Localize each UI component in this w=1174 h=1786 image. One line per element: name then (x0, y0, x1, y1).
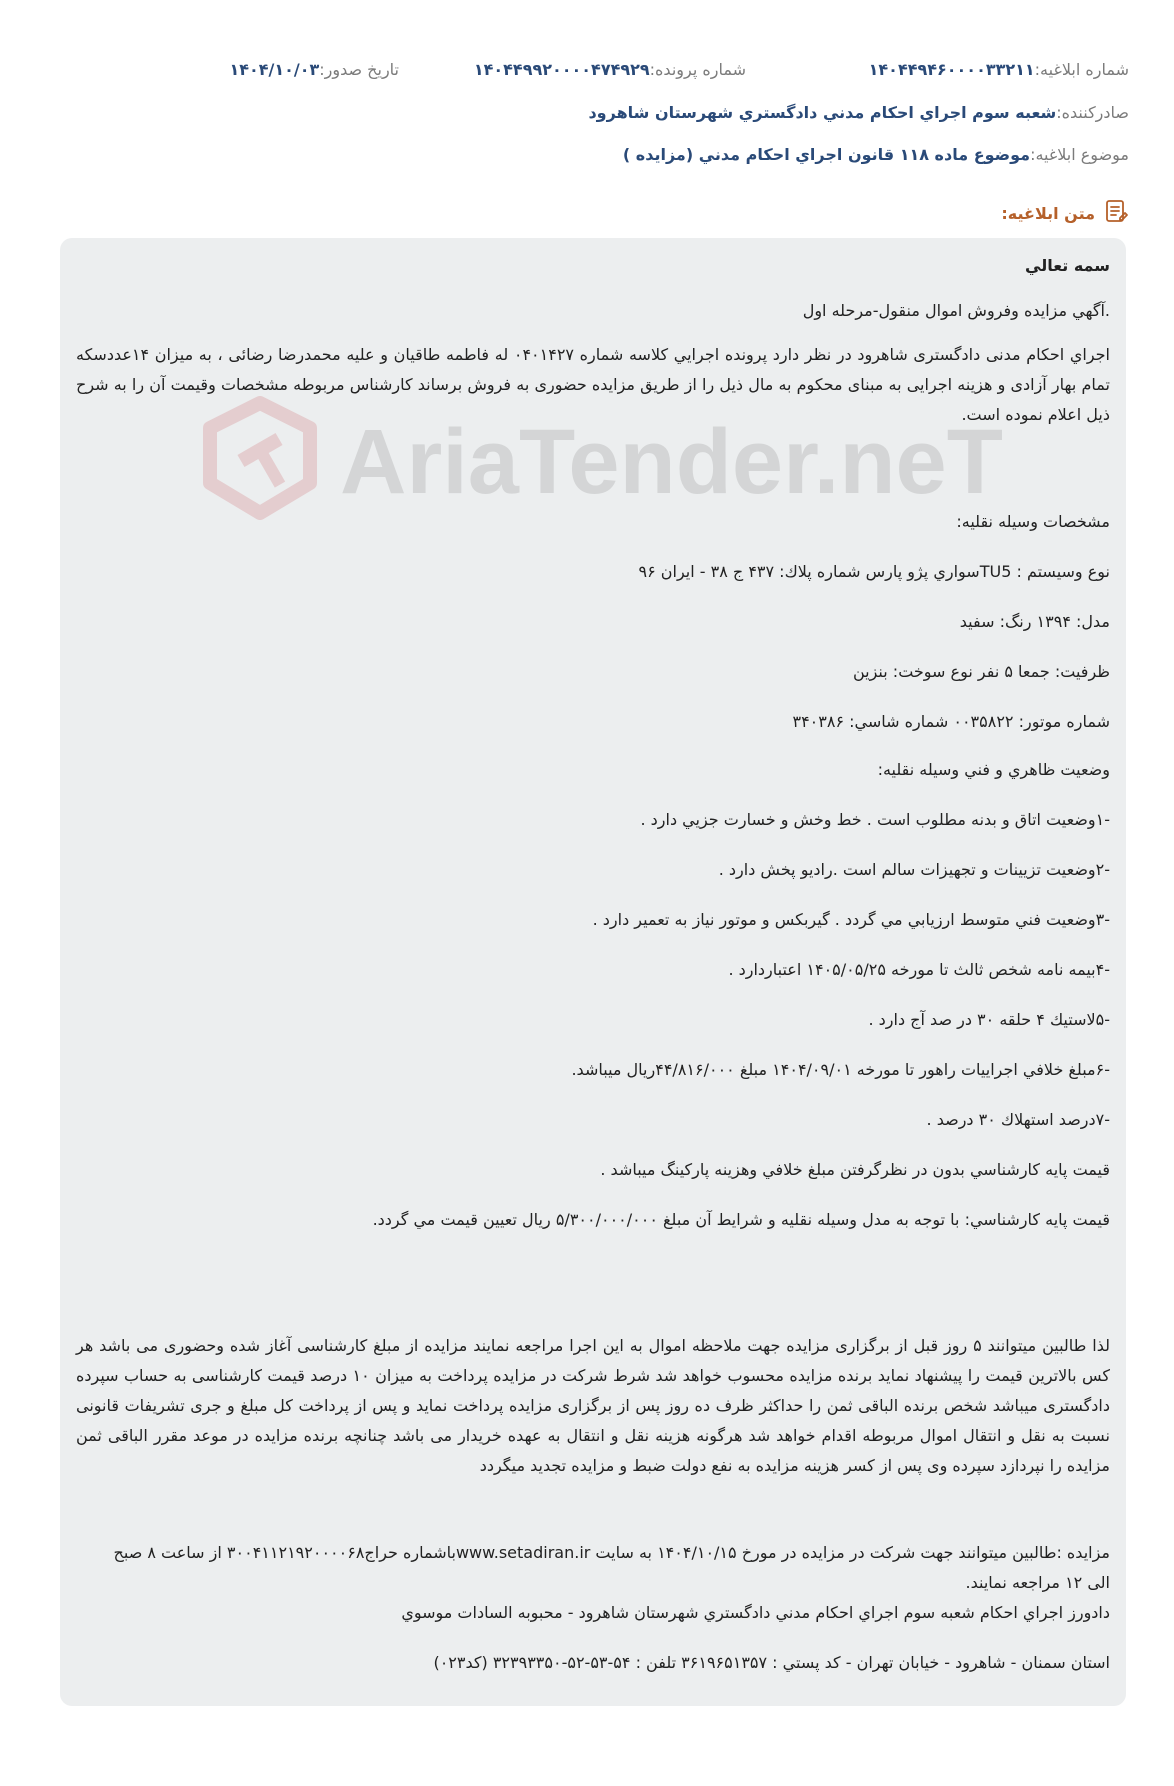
condition-item: -۳وضعيت فني متوسط ارزيابي مي گردد . گيربكس و موتور نياز به تعمير دارد . (592, 910, 1110, 929)
notice-text-label: متن ابلاغیه: (1001, 203, 1095, 223)
auction-line-1: مزایده :طالبین میتوانند جهت شرکت در مزایده در مورخ ۱۴۰۴/۱۰/۱۵ به سایت www.setadiran.irباشماره حراج۳۰۰۴۱۱۲۱۹۲۰۰۰۰۶۸ از ساعت ۸ صبح (113, 1543, 1110, 1562)
headline: .آگهي مزايده وفروش اموال منقول-مرحله اول (802, 301, 1110, 320)
condition-title: وضعيت ظاهري و فني وسيله نقليه: (877, 760, 1110, 779)
issuer-label: صادرکننده: (1056, 102, 1129, 122)
condition-item: -۶مبلغ خلافي اجراييات راهور تا مورخه ۱۴۰۴/۰۹/۰۱ مبلغ ۴۴/۸۱۶/۰۰۰ريال ميباشد. (571, 1060, 1110, 1079)
condition-item: -۲وضعيت تزيينات و تجهيزات سالم است .راديو پخش دارد . (718, 860, 1110, 879)
file-number: ۱۴۰۴۴۹۹۲۰۰۰۰۴۷۴۹۲۹ (473, 59, 650, 79)
spec-title: مشخصات وسيله نقليه: (956, 512, 1110, 531)
issue-date-field (229, 60, 399, 79)
intro-paragraph: اجراي احكام مدنی دادگستری شاهرود در نظر دارد پرونده اجرايي كلاسه شماره ۰۴۰۱۴۲۷ له فاطمه طاقیان و علیه محمدرضا رضائی ، به میزان ۱۴عددسکه تمام بهار آزادی و هزینه اجرایی به مبنای محکوم به مال ذيل را از طريق مزايده حضوری به فروش برساند كارشناس مربوطه مشخصات وقيمت آن را به شرح ذيل اعلام نموده است. (76, 345, 1111, 424)
auction-line-2: الی ۱۲ مراجعه نمایند. (965, 1573, 1110, 1592)
notice-text-heading (1001, 199, 1129, 227)
terms-paragraph: لذا طالبين میتوانند ۵ روز قبل از برگزاری مزایده جهت ملاحظه اموال به این اجرا مراجعه نمایند مزایده از مبلغ کارشناسی آغاز شده وحضوری می باشد هر کس بالاترین قیمت را پیشنهاد نماید برنده مزایده محسوب خواهد شد شرط شرکت در مزایده پرداخت به میزان ۱۰ درصد قیمت کارشناسی به حساب سپرده دادگستری میباشد شخص برنده الباقی ثمن را حداکثر ظرف ده روز پس از برگزاری مزایده پرداخت نماید و پس از پرداخت کل مبلغ و جری تشریفات قانونی نسبت به نقل و انتقال اموال مربوطه اقدام خواهد شد هرگونه هزینه نقل و انتقال به عهده خریدار می باشد چنانچه برنده مزایده در موعد مقرر الباقی ثمن مزایده را نپردازد سپرده وی پس از کسر هزینه مزایده به نفع دولت ضبط و مزایده تجدید میگردد (76, 1336, 1111, 1475)
base-price-note: قيمت پايه كارشناسي بدون در نظرگرفتن مبلغ خلافي وهزينه پاركينگ ميباشد . (600, 1160, 1110, 1179)
notice-number-field (869, 60, 1129, 79)
subject: موضوع ماده ۱۱۸ قانون اجراي احکام مدني (مزایده ) (622, 144, 1031, 164)
salutation: سمه تعالي (1025, 256, 1110, 275)
condition-item: -۵لاستيك ۴ حلقه ۳۰ در صد آج دارد . (868, 1010, 1110, 1029)
condition-item: -۱وضعيت اتاق و بدنه مطلوب است . خط وخش و خسارت جزيي دارد . (640, 810, 1110, 829)
subject-field (623, 145, 1129, 164)
condition-item: -۷درصد استهلاك ۳۰ درصد . (926, 1110, 1110, 1129)
spec-model: مدل: ۱۳۹۴ رنگ: سفيد (959, 612, 1110, 631)
document-icon (1103, 198, 1129, 228)
meta-row-issuer (0, 97, 1174, 127)
file-number-label: شماره پرونده: (649, 59, 746, 79)
meta-row-numbers (0, 54, 1174, 84)
spec-type: نوع وسيستم : TU5سواري پژو پارس شماره پلاك: ۴۳۷ ج ۳۸ - ايران ۹۶ (638, 562, 1110, 581)
signature: دادورز اجراي احكام شعبه سوم اجراي احکام مدني دادگستري شهرستان شاهرود - محبوبه السادات موسوي (401, 1603, 1110, 1622)
spec-engine: شماره موتور: ۰۰۳۵۸۲۲ شماره شاسي: ۳۴۰۳۸۶ (792, 712, 1110, 731)
spec-capacity: ظرفيت: جمعا ۵ نفر نوع سوخت: بنزين (852, 662, 1110, 681)
issue-date: ۱۴۰۴/۱۰/۰۳ (229, 59, 320, 79)
condition-item: -۴بيمه نامه شخص ثالث تا مورخه ۱۴۰۵/۰۵/۲۵ اعتباردارد . (728, 960, 1110, 979)
notice-number-label: شماره ابلاغیه: (1034, 59, 1129, 79)
base-price: قيمت پايه كارشناسي: با توجه به مدل وسيله نقليه و شرايط آن مبلغ ۵/۳۰۰/۰۰۰/۰۰۰ ريال تعيين قيمت مي گردد. (372, 1210, 1110, 1229)
meta-row-subject (0, 139, 1174, 169)
address: استان سمنان - شاهرود - خيابان تهران - كد پستي : ۳۶۱۹۶۵۱۳۵۷ تلفن : ۵۴-۵۳-۵۲-۳۲۳۹۳۳۵۰ (كد۰۲۳) (433, 1653, 1110, 1672)
subject-label: موضوع ابلاغیه: (1030, 144, 1129, 164)
issue-date-label: تاریخ صدور: (319, 59, 399, 79)
notice-number: ۱۴۰۴۴۹۴۶۰۰۰۰۳۳۲۱۱ (868, 59, 1035, 79)
file-number-field (474, 60, 746, 79)
issuer-field (588, 103, 1129, 122)
issuer: شعبه سوم اجراي احکام مدني دادگستري شهرستان شاهرود (588, 102, 1057, 122)
notice-text-box (60, 238, 1126, 1706)
svg-text:AriaTender.neT: AriaTender.neT (340, 411, 1003, 513)
